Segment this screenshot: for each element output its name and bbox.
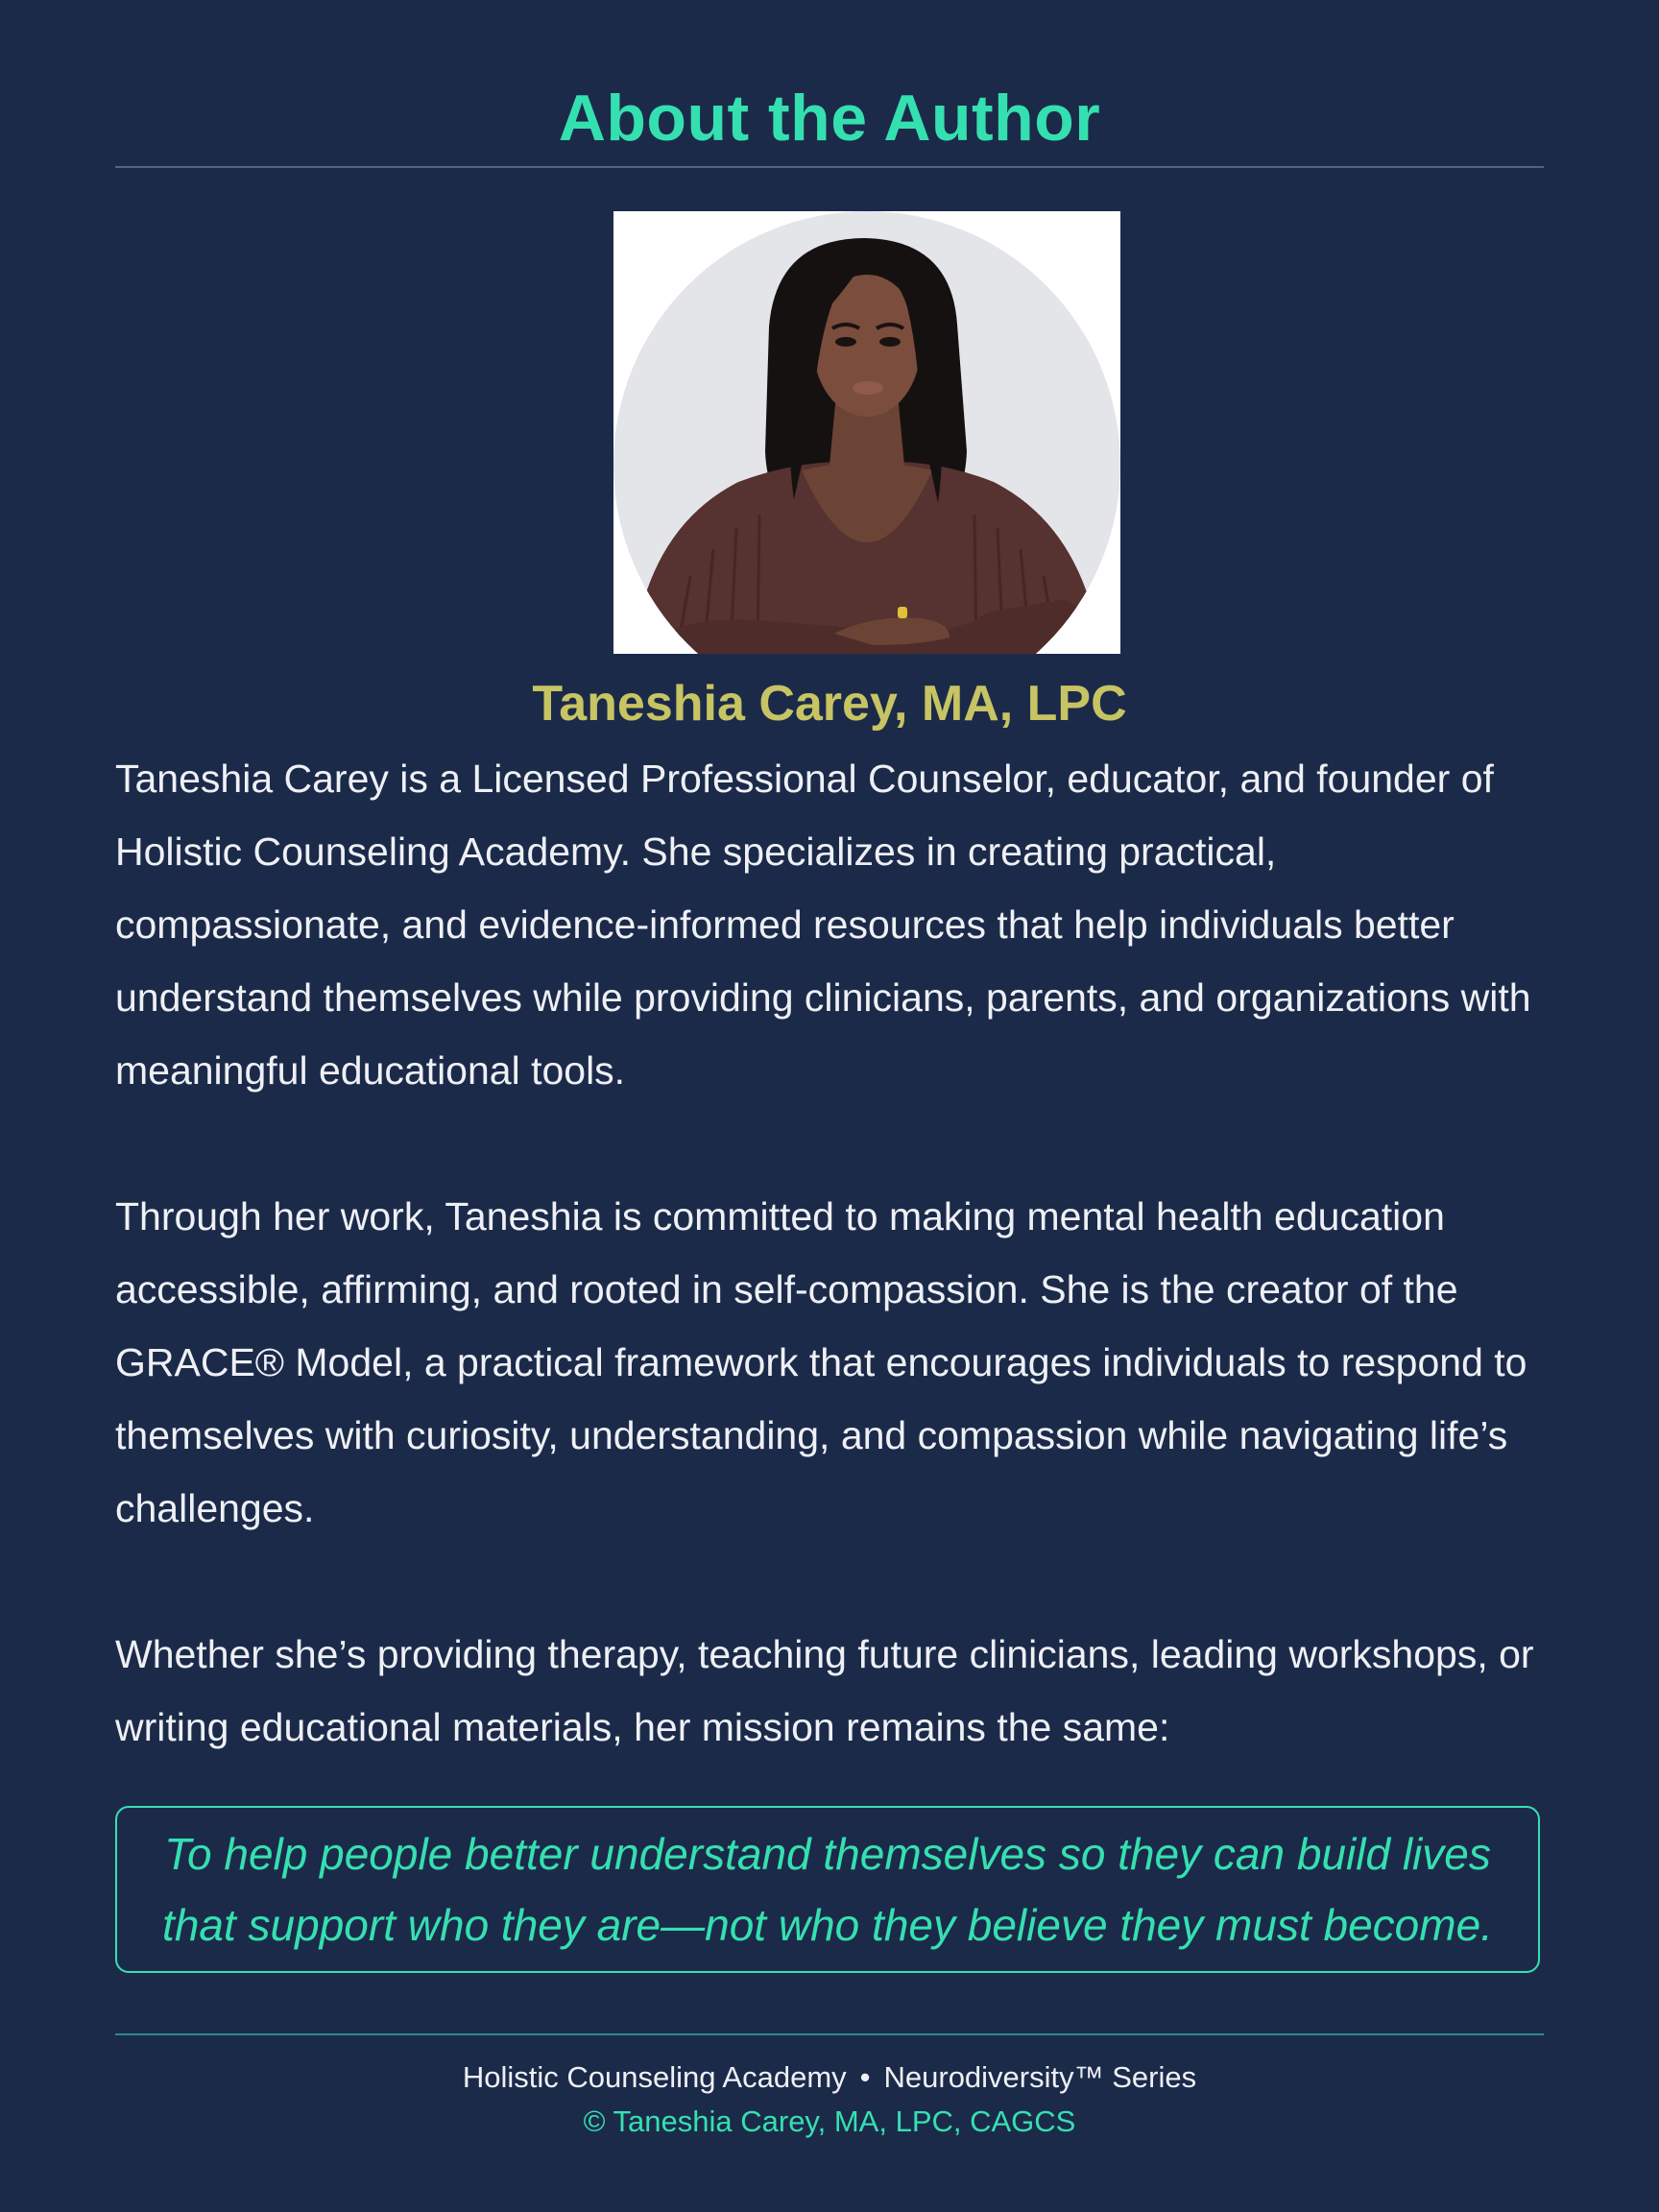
title-divider	[115, 166, 1544, 168]
mission-quote: To help people better understand themselves so they can build lives that support who they are—not who they believe they must become.	[162, 1829, 1493, 1950]
footer-organization: Holistic Counseling Academy	[462, 2060, 847, 2094]
author-name: Taneshia Carey, MA, LPC	[532, 676, 1127, 732]
author-portrait-illustration	[613, 211, 1120, 654]
author-bio	[115, 742, 1544, 1764]
footer-series: Neurodiversity™ Series	[883, 2060, 1197, 2094]
about-author-page	[115, 0, 1544, 2212]
footer-divider	[115, 2033, 1544, 2035]
bio-paragraph: Through her work, Taneshia is committed to making mental health education accessible, affirming, and rooted in self-compassion. She is the creator of the GRACE® Model, a practical framework that encourages individuals to respond to themselves with curiosity, understanding, and compassion while navigating life’s challenges.	[115, 1194, 1527, 1530]
mission-quote-box	[115, 1806, 1540, 1973]
bio-paragraph: Taneshia Carey is a Licensed Professional Counselor, educator, and founder of Holistic Counseling Academy. She specializes in creating practical, compassionate, and evidence-informed resources that help individuals better understand themselves while providing clinicians, parents, and organizations with meaningful educational tools.	[115, 757, 1531, 1093]
footer-series-line	[115, 2058, 1544, 2097]
footer-separator: •	[859, 2060, 871, 2094]
footer-copyright: © Taneshia Carey, MA, LPC, CAGCS	[583, 2104, 1076, 2138]
author-photo	[613, 211, 1120, 654]
page-title: About the Author	[558, 82, 1101, 155]
bio-paragraph: Whether she’s providing therapy, teaching future clinicians, leading workshops, or writing educational materials, her mission remains the same:	[115, 1632, 1534, 1749]
